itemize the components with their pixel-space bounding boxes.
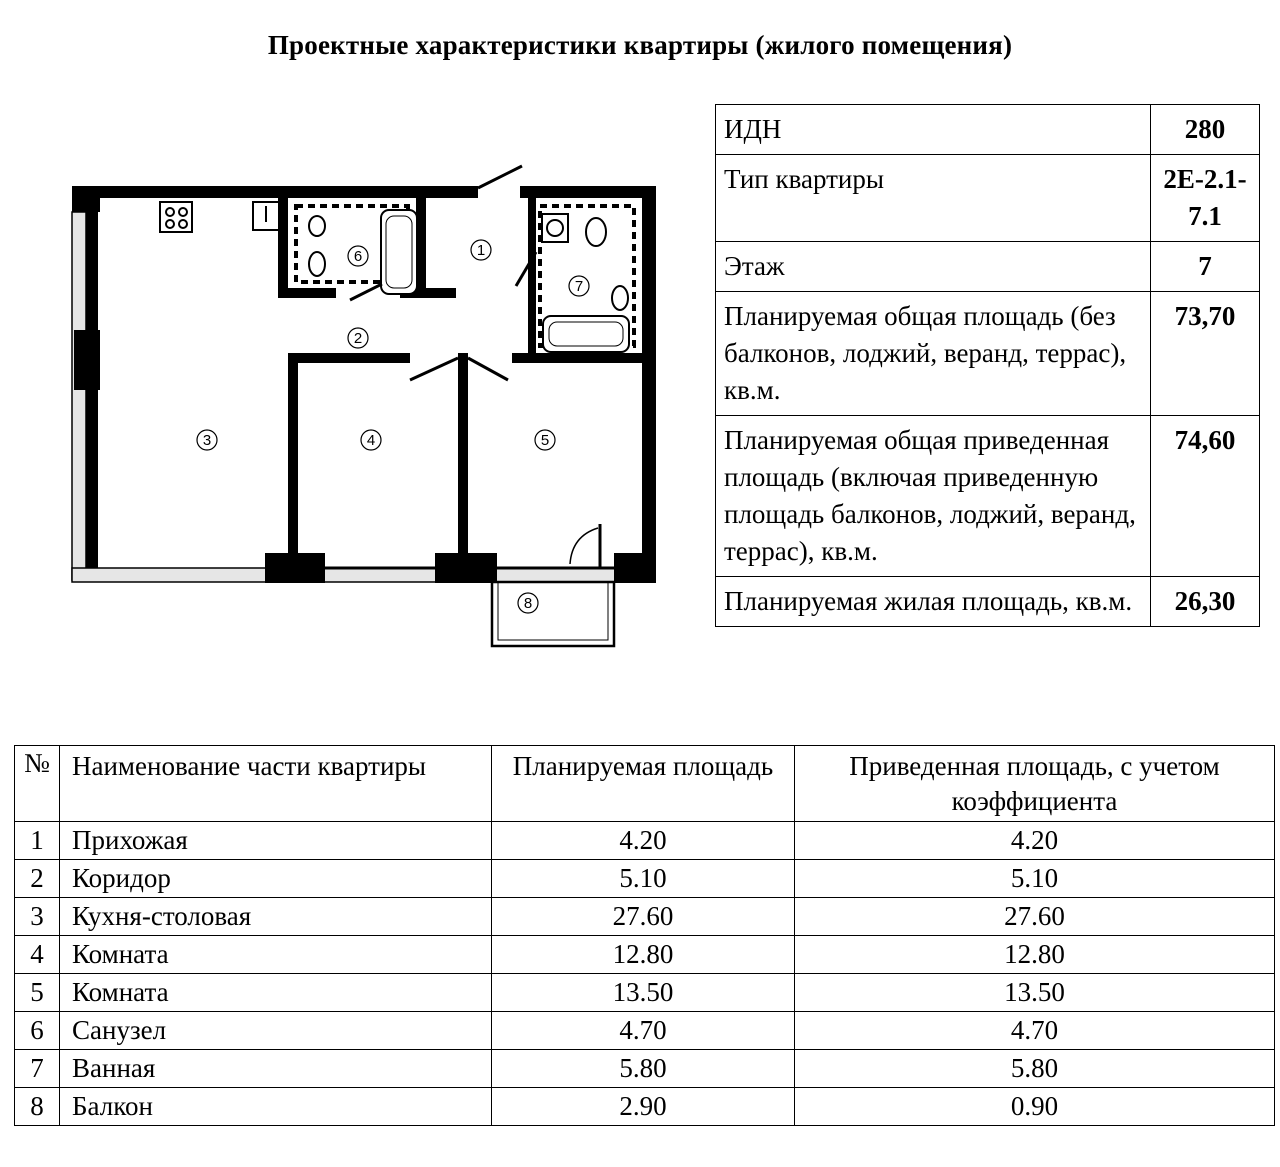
row-name: Комната bbox=[60, 974, 492, 1012]
svg-text:6: 6 bbox=[353, 248, 363, 265]
table-row bbox=[15, 1088, 1275, 1126]
row-area: 5.10 bbox=[492, 860, 795, 898]
row-number: 8 bbox=[15, 1088, 60, 1126]
room-marker-1 bbox=[471, 240, 491, 260]
spec-value: 74,60 bbox=[1151, 416, 1260, 577]
svg-text:4: 4 bbox=[366, 432, 376, 449]
row-name: Балкон bbox=[60, 1088, 492, 1126]
spec-row-total-area bbox=[716, 292, 1260, 416]
rooms-table bbox=[14, 745, 1275, 1126]
row-number: 7 bbox=[15, 1050, 60, 1088]
spec-value: 73,70 bbox=[1151, 292, 1260, 416]
row-number: 6 bbox=[15, 1012, 60, 1050]
spec-value: 2Е-2.1-7.1 bbox=[1151, 155, 1260, 242]
row-area: 4.20 bbox=[492, 822, 795, 860]
svg-text:5: 5 bbox=[540, 432, 550, 449]
row-adjusted: 13.50 bbox=[795, 974, 1275, 1012]
spec-row-adjusted-area bbox=[716, 416, 1260, 577]
room-marker-4 bbox=[361, 430, 381, 450]
row-adjusted: 12.80 bbox=[795, 936, 1275, 974]
row-adjusted: 4.70 bbox=[795, 1012, 1275, 1050]
spec-row-idn bbox=[716, 105, 1260, 155]
spec-label: Планируемая жилая площадь, кв.м. bbox=[716, 577, 1151, 627]
row-area: 2.90 bbox=[492, 1088, 795, 1126]
svg-text:3: 3 bbox=[202, 432, 212, 449]
row-name: Ванная bbox=[60, 1050, 492, 1088]
room-marker-7 bbox=[569, 276, 589, 296]
walls bbox=[72, 186, 656, 583]
row-adjusted: 27.60 bbox=[795, 898, 1275, 936]
specs-table bbox=[715, 104, 1260, 627]
bottom-facade bbox=[72, 568, 654, 582]
row-adjusted: 5.80 bbox=[795, 1050, 1275, 1088]
page-title: Проектные характеристики квартиры (жилого помещения) bbox=[267, 30, 1013, 60]
table-row bbox=[15, 936, 1275, 974]
spec-row-floor bbox=[716, 242, 1260, 292]
table-row bbox=[15, 1050, 1275, 1088]
room-marker-2 bbox=[348, 328, 368, 348]
spec-label: Тип квартиры bbox=[716, 155, 1151, 242]
spec-label: Этаж bbox=[716, 242, 1151, 292]
row-number: 1 bbox=[15, 822, 60, 860]
balcony bbox=[492, 582, 614, 646]
row-area: 13.50 bbox=[492, 974, 795, 1012]
row-area: 4.70 bbox=[492, 1012, 795, 1050]
svg-text:7: 7 bbox=[574, 278, 584, 295]
table-row bbox=[15, 1012, 1275, 1050]
svg-text:8: 8 bbox=[523, 595, 533, 612]
rooms-header-row bbox=[15, 746, 1275, 822]
svg-text:2: 2 bbox=[353, 330, 363, 347]
row-adjusted: 4.20 bbox=[795, 822, 1275, 860]
header-number: № bbox=[15, 746, 60, 822]
row-area: 5.80 bbox=[492, 1050, 795, 1088]
spec-value: 280 bbox=[1151, 105, 1260, 155]
row-name: Санузел bbox=[60, 1012, 492, 1050]
svg-text:1: 1 bbox=[476, 242, 486, 259]
row-adjusted: 5.10 bbox=[795, 860, 1275, 898]
row-number: 5 bbox=[15, 974, 60, 1012]
row-number: 4 bbox=[15, 936, 60, 974]
spec-value: 26,30 bbox=[1151, 577, 1260, 627]
spec-label: ИДН bbox=[716, 105, 1151, 155]
table-row bbox=[15, 860, 1275, 898]
spec-row-living-area bbox=[716, 577, 1260, 627]
row-name: Коридор bbox=[60, 860, 492, 898]
table-row bbox=[15, 822, 1275, 860]
row-number: 2 bbox=[15, 860, 60, 898]
row-name: Комната bbox=[60, 936, 492, 974]
room-marker-6 bbox=[348, 246, 368, 266]
left-facade bbox=[72, 212, 86, 580]
table-row bbox=[15, 974, 1275, 1012]
room-marker-8 bbox=[518, 593, 538, 613]
floor-plan bbox=[60, 150, 670, 660]
row-area: 12.80 bbox=[492, 936, 795, 974]
header-name: Наименование части квартиры bbox=[60, 746, 492, 822]
header-adjusted: Приведенная площадь, с учетом коэффициента bbox=[795, 746, 1275, 822]
spec-label: Планируемая общая площадь (без балконов, лоджий, веранд, террас), кв.м. bbox=[716, 292, 1151, 416]
row-number: 3 bbox=[15, 898, 60, 936]
spec-label: Планируемая общая приведенная площадь (включая приведенную площадь балконов, лоджий, веранд, террас), кв.м. bbox=[716, 416, 1151, 577]
row-name: Прихожая bbox=[60, 822, 492, 860]
spec-row-type bbox=[716, 155, 1260, 242]
room-marker-5 bbox=[535, 430, 555, 450]
room-marker-3 bbox=[197, 430, 217, 450]
row-area: 27.60 bbox=[492, 898, 795, 936]
spec-value: 7 bbox=[1151, 242, 1260, 292]
row-name: Кухня-столовая bbox=[60, 898, 492, 936]
row-adjusted: 0.90 bbox=[795, 1088, 1275, 1126]
header-area: Планируемая площадь bbox=[492, 746, 795, 822]
table-row bbox=[15, 898, 1275, 936]
